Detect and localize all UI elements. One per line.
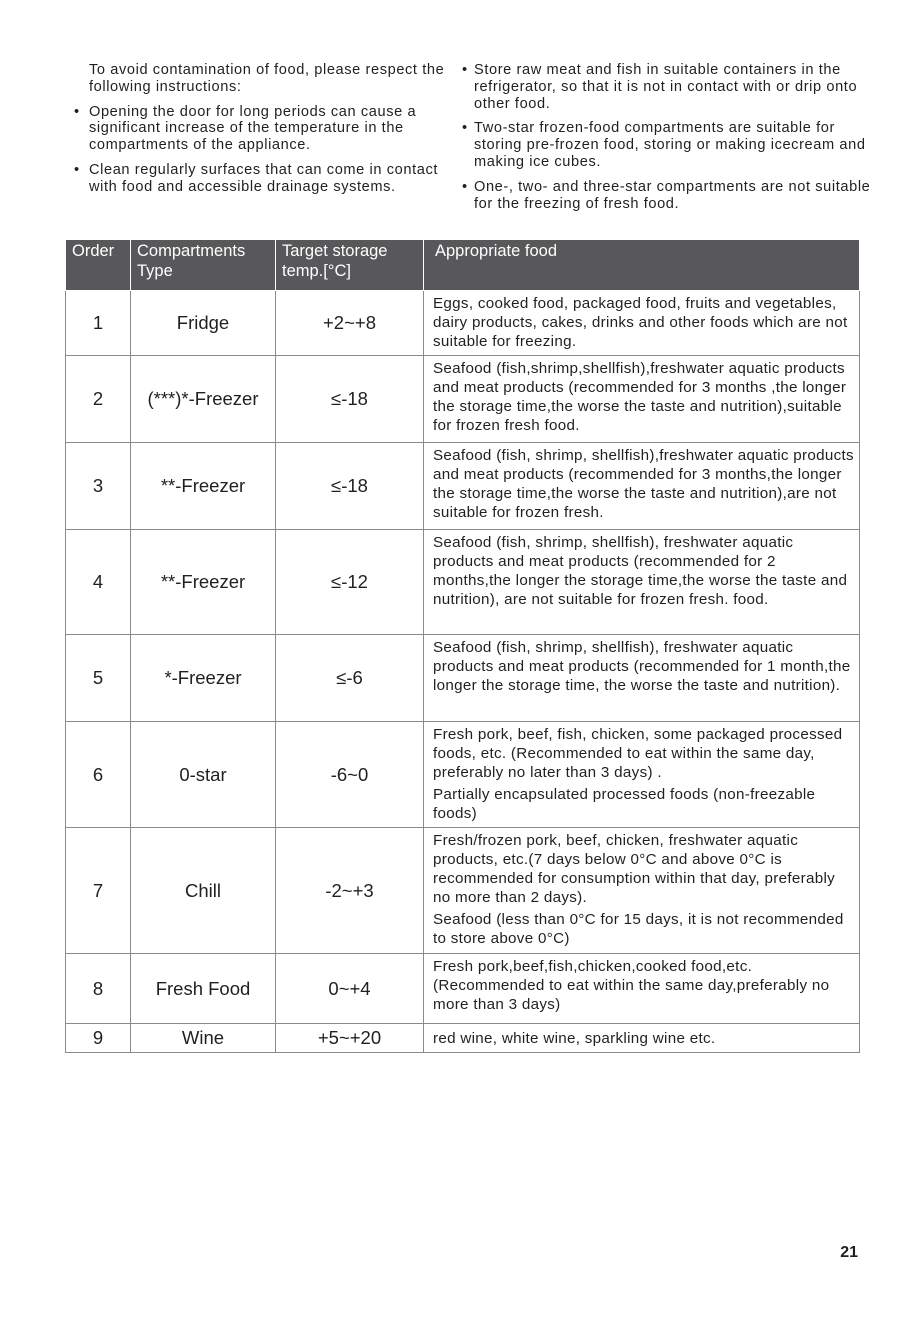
food-paragraph: Fresh pork,beef,fish,chicken,cooked food,etc. (Recommended to eat within the same day,preferably no more than 3 days) <box>433 958 830 1013</box>
cell-target-temp: -2~+3 <box>276 828 424 954</box>
cell-order: 8 <box>66 954 131 1024</box>
table-row <box>66 1024 860 1053</box>
cell-target-temp: 0~+4 <box>276 954 424 1024</box>
table-header-row <box>66 240 860 291</box>
food-paragraph: Seafood (fish, shrimp, shellfish),freshwater aquatic products and meat products (recommended for 3 months,the longer the storage time,the worse the taste and nutrition),are not suitable for frozen fresh. <box>433 447 854 521</box>
cell-target-temp: +5~+20 <box>276 1024 424 1053</box>
food-paragraph: Seafood (fish, shrimp, shellfish), freshwater aquatic products and meat products (recommended for 2 months,the longer the storage time,the worse the taste and nutrition), are not suitable for frozen fresh. food. <box>433 534 848 608</box>
food-paragraph: Fresh pork, beef, fish, chicken, some packaged processed foods, etc. (Recommended to eat within the same day, preferably no later than 3 days) . <box>433 726 843 781</box>
cell-order: 2 <box>66 356 131 443</box>
table-row <box>66 443 860 530</box>
food-paragraph: Seafood (less than 0°C for 15 days, it is not recommended to store above 0°C) <box>433 911 844 947</box>
page-number: 21 <box>840 1244 858 1261</box>
cell-order: 1 <box>66 291 131 356</box>
intro-right-bullets <box>462 62 872 212</box>
cell-appropriate-food <box>424 530 860 635</box>
cell-target-temp: -6~0 <box>276 722 424 828</box>
food-paragraph: Partially encapsulated processed foods (non-freezable foods) <box>433 786 816 822</box>
storage-table <box>65 239 860 1053</box>
header-target-temp: Target storage temp.[°C] <box>276 240 424 291</box>
table-row <box>66 530 860 635</box>
cell-target-temp: +2~+8 <box>276 291 424 356</box>
cell-compartment-type: *-Freezer <box>131 635 276 722</box>
food-paragraph: red wine, white wine, sparkling wine etc. <box>433 1029 716 1047</box>
cell-target-temp: ≤-6 <box>276 635 424 722</box>
cell-order: 9 <box>66 1024 131 1053</box>
cell-appropriate-food <box>424 828 860 954</box>
intro-left-column <box>74 62 446 204</box>
food-paragraph: Fresh/frozen pork, beef, chicken, freshwater aquatic products, etc.(7 days below 0°C and above 0°C is recommended for consumption within that day, preferably no more than 2 days). <box>433 832 836 906</box>
table-row <box>66 954 860 1024</box>
intro-bullet-item: • Two-star frozen-food compartments are suitable for storing pre-frozen food, storing or making icecream and making ice cubes. <box>462 120 866 170</box>
header-appropriate-food: Appropriate food <box>424 240 860 291</box>
table-row <box>66 722 860 828</box>
table-row <box>66 635 860 722</box>
intro-lead-text: To avoid contamination of food, please respect the following instructions: <box>89 62 445 95</box>
food-paragraph: Seafood (fish, shrimp, shellfish), freshwater aquatic products and meat products (recommended for 1 month,the longer the storage time, the worse the taste and nutrition). <box>433 639 851 694</box>
intro-bullet-item: • One-, two- and three-star compartments are not suitable for the freezing of fresh food. <box>462 178 871 212</box>
bullet-dot: • <box>462 178 468 195</box>
cell-compartment-type: **-Freezer <box>131 530 276 635</box>
cell-compartment-type: Chill <box>131 828 276 954</box>
intro-bullet-item: • Store raw meat and fish in suitable containers in the refrigerator, so that it is not in contact with or drip onto other food. <box>462 62 858 112</box>
cell-appropriate-food <box>424 443 860 530</box>
cell-appropriate-food <box>424 356 860 443</box>
intro-bullet-item: • Opening the door for long periods can cause a significant increase of the temperature in the compartments of the appliance. <box>74 103 417 154</box>
cell-compartment-type: Wine <box>131 1024 276 1053</box>
cell-order: 7 <box>66 828 131 954</box>
cell-compartment-type: (***)*-Freezer <box>131 356 276 443</box>
cell-target-temp: ≤-18 <box>276 356 424 443</box>
cell-appropriate-food <box>424 635 860 722</box>
intro-bullet-item: • Clean regularly surfaces that can come in contact with food and accessible drainage systems. <box>74 161 439 195</box>
intro-right-column <box>462 62 872 220</box>
table-body <box>66 291 860 1053</box>
cell-order: 4 <box>66 530 131 635</box>
cell-target-temp: ≤-12 <box>276 530 424 635</box>
food-paragraph: Eggs, cooked food, packaged food, fruits and vegetables, dairy products, cakes, drinks and other foods which are not suitable for freezing. <box>433 295 848 350</box>
intro-left-bullets <box>74 104 446 196</box>
table-row <box>66 291 860 356</box>
table-row <box>66 828 860 954</box>
header-order: Order <box>66 240 131 291</box>
food-paragraph: Seafood (fish,shrimp,shellfish),freshwater aquatic products and meat products (recommended for 3 months ,the longer the storage time,the worse the taste and nutrition),suitable for frozen fresh food. <box>433 360 847 434</box>
cell-compartment-type: 0-star <box>131 722 276 828</box>
bullet-dot: • <box>74 161 80 178</box>
cell-compartment-type: Fresh Food <box>131 954 276 1024</box>
bullet-dot: • <box>74 103 80 120</box>
cell-compartment-type: **-Freezer <box>131 443 276 530</box>
cell-order: 6 <box>66 722 131 828</box>
header-compartment-type: Compartments Type <box>131 240 276 291</box>
table-row <box>66 356 860 443</box>
cell-compartment-type: Fridge <box>131 291 276 356</box>
cell-appropriate-food <box>424 954 860 1024</box>
cell-appropriate-food <box>424 1024 860 1053</box>
cell-target-temp: ≤-18 <box>276 443 424 530</box>
cell-order: 5 <box>66 635 131 722</box>
cell-appropriate-food <box>424 291 860 356</box>
cell-appropriate-food <box>424 722 860 828</box>
cell-order: 3 <box>66 443 131 530</box>
bullet-dot: • <box>462 120 468 137</box>
bullet-dot: • <box>462 62 468 78</box>
